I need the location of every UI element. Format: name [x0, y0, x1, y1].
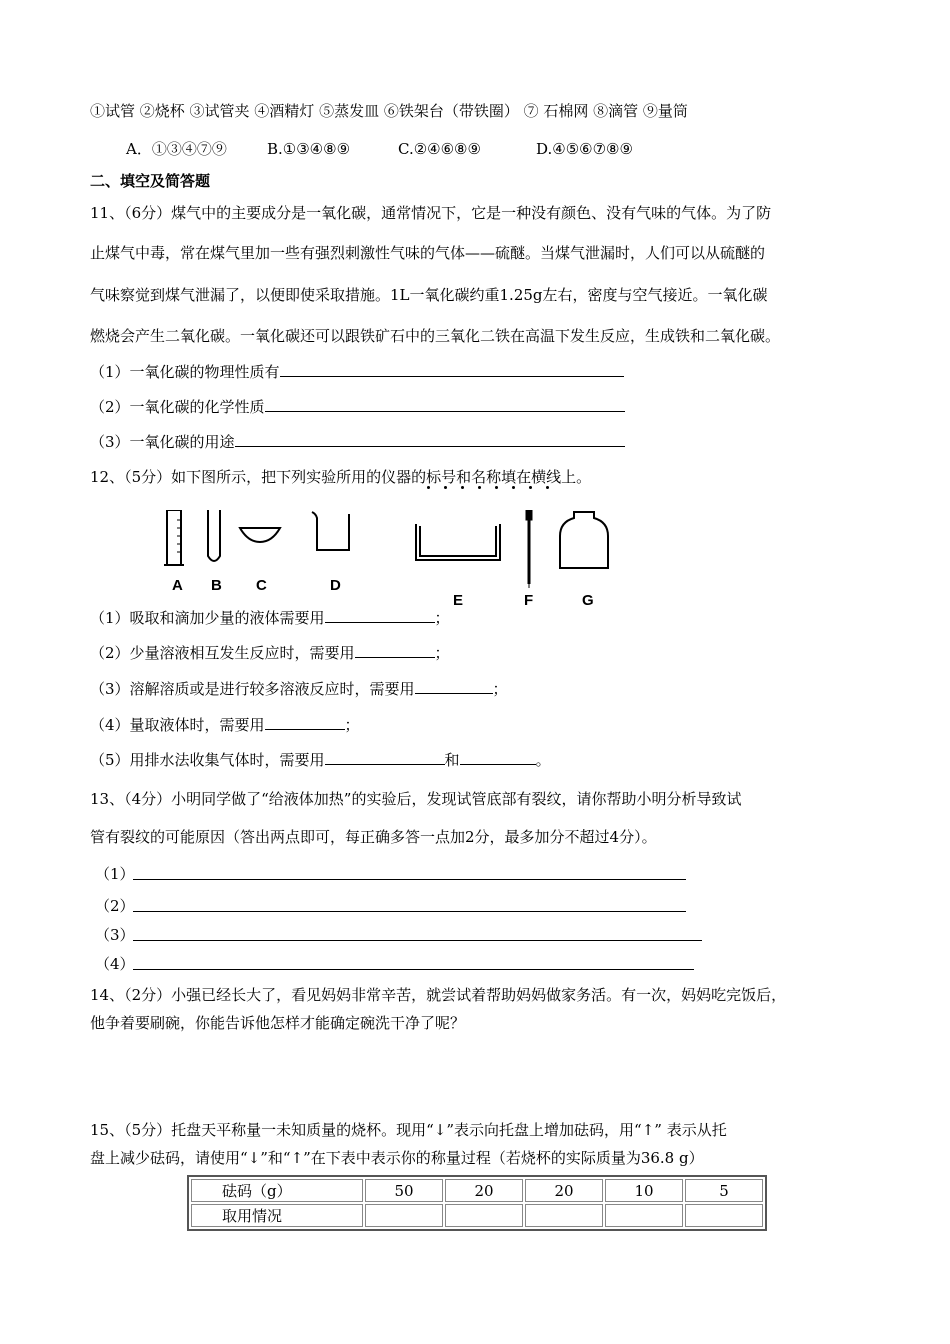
usage-cell[interactable]: [365, 1204, 443, 1227]
usage-cell[interactable]: [685, 1204, 763, 1227]
q15-line-1: 15、（5分）托盘天平称量一未知质量的烧杯。现用“↓”表示向托盘上增加砝码，用“↑” 表示从托: [90, 1121, 727, 1139]
weight-cell: 5: [685, 1179, 763, 1202]
apparatus-label-d: D: [330, 577, 341, 594]
gas-jar-icon: [560, 512, 608, 568]
answer-blank[interactable]: [415, 679, 493, 694]
usage-cell[interactable]: [445, 1204, 523, 1227]
evaporating-dish-icon: [240, 528, 280, 542]
answer-line[interactable]: [133, 969, 694, 970]
section-title: 二、填空及简答题: [90, 172, 211, 190]
usage-cell[interactable]: [525, 1204, 603, 1227]
table-row: [191, 1204, 763, 1227]
weight-cell: 10: [605, 1179, 683, 1202]
q12-stem: 12、（5分）如下图所示，把下列实验所用的仪器的标号和名称填在横线上。: [90, 468, 592, 486]
q13-line-2: 管有裂纹的可能原因（答出两点即可，每正确多答一点加2分，最多加分不超过4分）。: [90, 828, 657, 846]
usage-cell[interactable]: [605, 1204, 683, 1227]
table-header-weights: 砝码（g）: [191, 1179, 363, 1202]
table-header-usage: 取用情况: [191, 1204, 363, 1227]
apparatus-label-g: G: [582, 592, 594, 609]
answer-blank[interactable]: [265, 715, 345, 730]
q10-option-a: A．①③④⑦⑨: [126, 140, 227, 158]
answer-blank[interactable]: [325, 750, 445, 765]
answer-blank[interactable]: [280, 362, 624, 377]
q13-sub-3: （3）: [95, 926, 135, 944]
q10-option-d: D.④⑤⑥⑦⑧⑨: [536, 140, 633, 158]
apparatus-figure: [160, 510, 620, 610]
q13-sub-1: （1）: [95, 865, 135, 883]
answer-blank[interactable]: [355, 643, 435, 658]
graduated-cylinder-icon: [164, 510, 184, 565]
answer-blank[interactable]: [265, 397, 625, 412]
q10-option-b: B.①③④⑧⑨: [267, 140, 351, 158]
apparatus-label-a: A: [172, 577, 183, 594]
answer-line[interactable]: [133, 911, 686, 912]
apparatus-label-e: E: [453, 592, 464, 609]
q15-line-2: 盘上减少砝码，请使用“↓”和“↑”在下表中表示你的称量过程（若烧杯的实际质量为36.8 g）: [90, 1149, 704, 1167]
answer-line[interactable]: [133, 879, 686, 880]
q13-line-1: 13、（4分）小明同学做了“给液体加热”的实验后，发现试管底部有裂纹，请你帮助小明分析导致试: [90, 790, 742, 808]
trough-icon: [416, 524, 500, 560]
apparatus-label-b: B: [211, 577, 222, 594]
answer-blank[interactable]: [460, 750, 536, 765]
q11-sub-1: （1）一氧化碳的物理性质有: [90, 362, 624, 382]
q11-sub-2: （2）一氧化碳的化学性质: [90, 397, 625, 417]
q11-line-4: 燃烧会产生二氧化碳。一氧化碳还可以跟铁矿石中的三氧化二铁在高温下发生反应，生成铁和二氧化碳。: [90, 327, 781, 345]
apparatus-label-c: C: [256, 577, 267, 594]
q12-sub-5: （5）用排水法收集气体时，需要用 和 。: [90, 751, 551, 769]
q14-line-2: 他争着要刷碗，你能告诉他怎样才能确定碗洗干净了呢？: [90, 1014, 466, 1032]
q12-sub-1: （1）吸取和滴加少量的液体需要用 ；: [90, 609, 450, 627]
test-tube-icon: [208, 510, 220, 561]
answer-line[interactable]: [133, 940, 702, 941]
q12-sub-3: （3）溶解溶质或是进行较多溶液反应时，需要用 ；: [90, 680, 508, 698]
q12-sub-4: （4）量取液体时，需要用 ；: [90, 716, 360, 734]
q11-line-3: 气味察觉到煤气泄漏了，以便即使采取措施。1L一氧化碳约重1.25g左右，密度与空气接近。一氧化碳: [90, 286, 768, 304]
table-row: [191, 1179, 763, 1202]
q11-line-2: 止煤气中毒，常在煤气里加一些有强烈刺激性气味的气体——硫醚。当煤气泄漏时，人们可以从硫醚的: [90, 244, 766, 262]
q12-sub-2: （2）少量溶液相互发生反应时，需要用 ；: [90, 644, 450, 662]
emphasis-dots: [427, 486, 547, 490]
q10-items: ①试管 ②烧杯 ③试管夹 ④酒精灯 ⑤蒸发皿 ⑥铁架台（带铁圈） ⑦ 石棉网 ⑧滴管 ⑨量筒: [90, 102, 688, 120]
weight-cell: 50: [365, 1179, 443, 1202]
q14-line-1: 14、（2分）小强已经长大了，看见妈妈非常辛苦，就尝试着帮助妈妈做家务活。有一次，妈妈吃完饭后，: [90, 986, 787, 1004]
answer-blank[interactable]: [235, 432, 625, 447]
dropper-icon: [526, 510, 532, 588]
weight-cell: 20: [525, 1179, 603, 1202]
answer-blank[interactable]: [325, 608, 435, 623]
beaker-icon: [312, 512, 349, 550]
weights-table: [187, 1175, 767, 1231]
q11-sub-3: （3）一氧化碳的用途: [90, 432, 625, 452]
q11-line-1: 11、（6分）煤气中的主要成分是一氧化碳，通常情况下，它是一种没有颜色、没有气味的气体。为了防: [90, 204, 772, 222]
q13-sub-4: （4）: [95, 955, 135, 973]
q13-sub-2: （2）: [95, 897, 135, 915]
weight-cell: 20: [445, 1179, 523, 1202]
q10-option-c: C.②④⑥⑧⑨: [398, 140, 481, 158]
apparatus-label-f: F: [524, 592, 534, 609]
